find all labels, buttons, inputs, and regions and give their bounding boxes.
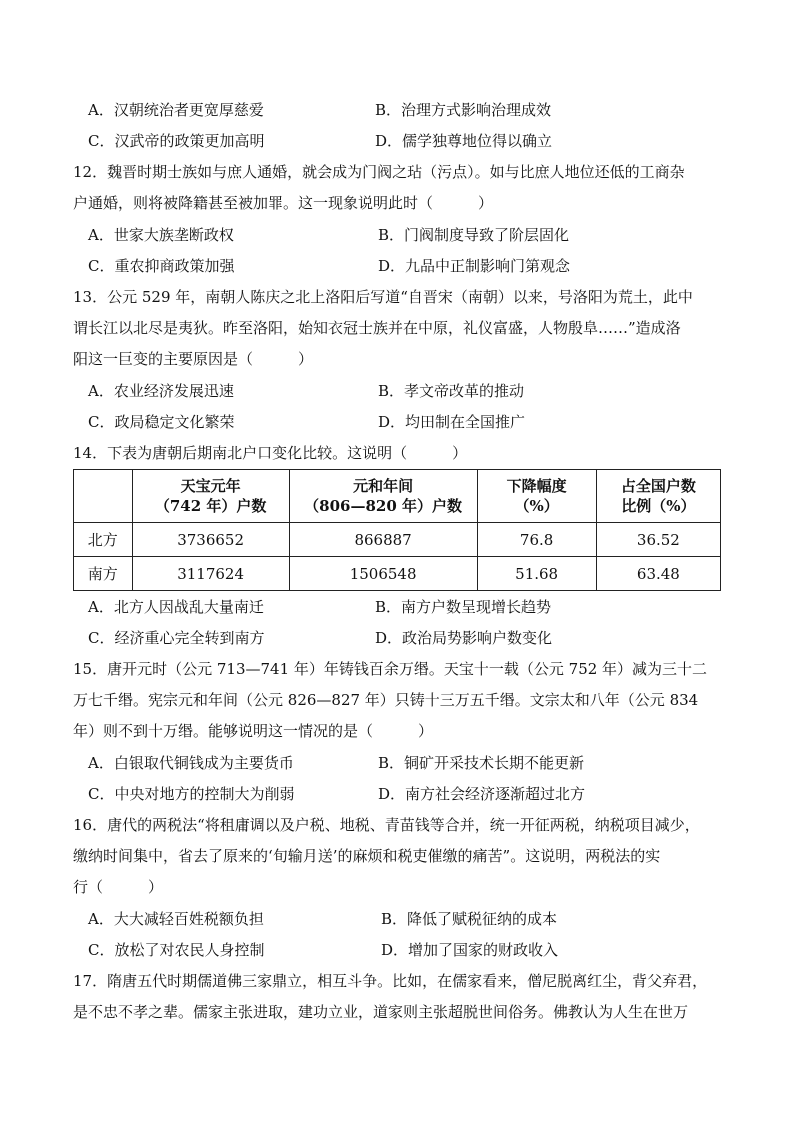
q15-option-b[interactable]: B．铜矿开采技术长期不能更新	[378, 754, 585, 772]
table-cell: 1506548	[289, 557, 477, 591]
q15-stem-line-2: 万七千缗。宪宗元和年间（公元 826—827 年）只铸十三万五千缗。文宗太和八年（公元 834	[73, 691, 699, 709]
table-header-decline	[477, 470, 596, 523]
q14-stem-line-1: 14．下表为唐朝后期南北户口变化比较。这说明（ ）	[73, 444, 468, 462]
header-share-line-1: 占全国户数	[620, 477, 696, 495]
q15-option-a[interactable]: A．白银取代铜钱成为主要货币	[88, 754, 294, 772]
q13-option-a[interactable]: A．农业经济发展迅速	[88, 382, 234, 400]
table-header-tianbao	[132, 470, 289, 523]
q12-option-d[interactable]: D．九品中正制影响门第观念	[378, 257, 571, 275]
q14-option-b[interactable]: B．南方户数呈现增长趋势	[375, 598, 552, 616]
table-cell-region: 北方	[74, 523, 133, 557]
table-row	[74, 557, 721, 591]
q13-option-d[interactable]: D．均田制在全国推广	[378, 413, 526, 431]
q16-stem-line-2: 缴纳时间集中，省去了原来的‘旬输月送’的麻烦和税吏催缴的痛苦”。这说明，两税法的实	[73, 847, 661, 865]
q17-stem-line-1: 17．隋唐五代时期儒道佛三家鼎立，相互斗争。比如，在儒家看来，僧尼脱离红尘，背父弃君，	[73, 972, 708, 990]
table-row	[74, 523, 721, 557]
table-cell: 36.52	[596, 523, 720, 557]
household-table	[73, 469, 721, 591]
header-decline-line-2: （%）	[514, 497, 559, 515]
q16-option-d[interactable]: D．增加了国家的财政收入	[381, 941, 559, 959]
q13-stem-line-3: 阳这一巨变的主要原因是（ ）	[73, 350, 314, 368]
q11-option-a[interactable]: A．汉朝统治者更宽厚慈爱	[88, 101, 264, 119]
table-header-yuanhe	[289, 470, 477, 523]
header-yuanhe-line-1: 元和年间	[353, 477, 414, 495]
q11-option-c[interactable]: C．汉武帝的政策更加高明	[88, 132, 265, 150]
table-cell: 51.68	[477, 557, 596, 591]
q12-stem-line-2: 户通婚，则将被降籍甚至被加罪。这一现象说明此时（ ）	[73, 194, 494, 212]
q15-stem-line-1: 15．唐开元时（公元 713—741 年）年铸钱百余万缗。天宝十一载（公元 752 年）减为三十二	[73, 660, 708, 678]
q12-option-c[interactable]: C．重农抑商政策加强	[88, 257, 235, 275]
header-tianbao-line-2: （742 年）户数	[154, 497, 267, 515]
table-cell: 866887	[289, 523, 477, 557]
q13-option-c[interactable]: C．政局稳定文化繁荣	[88, 413, 235, 431]
q11-option-b[interactable]: B．治理方式影响治理成效	[375, 101, 552, 119]
q16-stem-line-3: 行（ ）	[73, 878, 164, 896]
q15-option-d[interactable]: D．南方社会经济逐渐超过北方	[378, 785, 586, 803]
q14-option-d[interactable]: D．政治局势影响户数变化	[375, 629, 553, 647]
q13-stem-line-1: 13．公元 529 年，南朝人陈庆之北上洛阳后写道“自晋宋（南朝）以来，号洛阳为荒土，此中	[73, 288, 693, 306]
header-decline-line-1: 下降幅度	[506, 477, 567, 495]
q16-option-b[interactable]: B．降低了赋税征纳的成本	[381, 910, 558, 928]
table-header-row	[74, 470, 721, 523]
q16-stem-line-1: 16．唐代的两税法“将租庸调以及户税、地税、青苗钱等合并，统一开征两税，纳税项目减少，	[73, 816, 700, 834]
table-cell: 63.48	[596, 557, 720, 591]
q12-option-b[interactable]: B．门阀制度导致了阶层固化	[378, 226, 570, 244]
header-tianbao-line-1: 天宝元年	[180, 477, 241, 495]
q14-option-a[interactable]: A．北方人因战乱大量南迁	[88, 598, 264, 616]
q13-stem-line-2: 谓长江以北尽是夷狄。昨至洛阳，始知衣冠士族并在中原，礼仪富盛，人物殷阜……”造成洛	[73, 319, 681, 337]
q11-option-d[interactable]: D．儒学独尊地位得以确立	[375, 132, 553, 150]
q15-option-c[interactable]: C．中央对地方的控制大为削弱	[88, 785, 295, 803]
q15-stem-line-3: 年）则不到十万缗。能够说明这一情况的是（ ）	[73, 722, 434, 740]
q12-option-a[interactable]: A．世家大族垄断政权	[88, 226, 234, 244]
table-cell-region: 南方	[74, 557, 133, 591]
header-share-line-2: 比例（%）	[621, 497, 696, 515]
q17-stem-line-2: 是不忠不孝之辈。儒家主张进取，建功立业，道家则主张超脱世间俗务。佛教认为人生在世万	[73, 1003, 689, 1021]
q13-option-b[interactable]: B．孝文帝改革的推动	[378, 382, 525, 400]
q16-option-c[interactable]: C．放松了对农民人身控制	[88, 941, 265, 959]
q16-option-a[interactable]: A．大大减轻百姓税额负担	[88, 910, 264, 928]
table-cell: 3117624	[132, 557, 289, 591]
q14-option-c[interactable]: C．经济重心完全转到南方	[88, 629, 265, 647]
table-header-empty	[74, 470, 133, 523]
table-cell: 3736652	[132, 523, 289, 557]
header-yuanhe-line-2: （806—820 年）户数	[304, 497, 463, 515]
q12-stem-line-1: 12．魏晋时期士族如与庶人通婚，就会成为门阀之玷（污点）。如与比庶人地位还低的工商杂	[73, 163, 685, 181]
table-header-share	[596, 470, 720, 523]
table-cell: 76.8	[477, 523, 596, 557]
